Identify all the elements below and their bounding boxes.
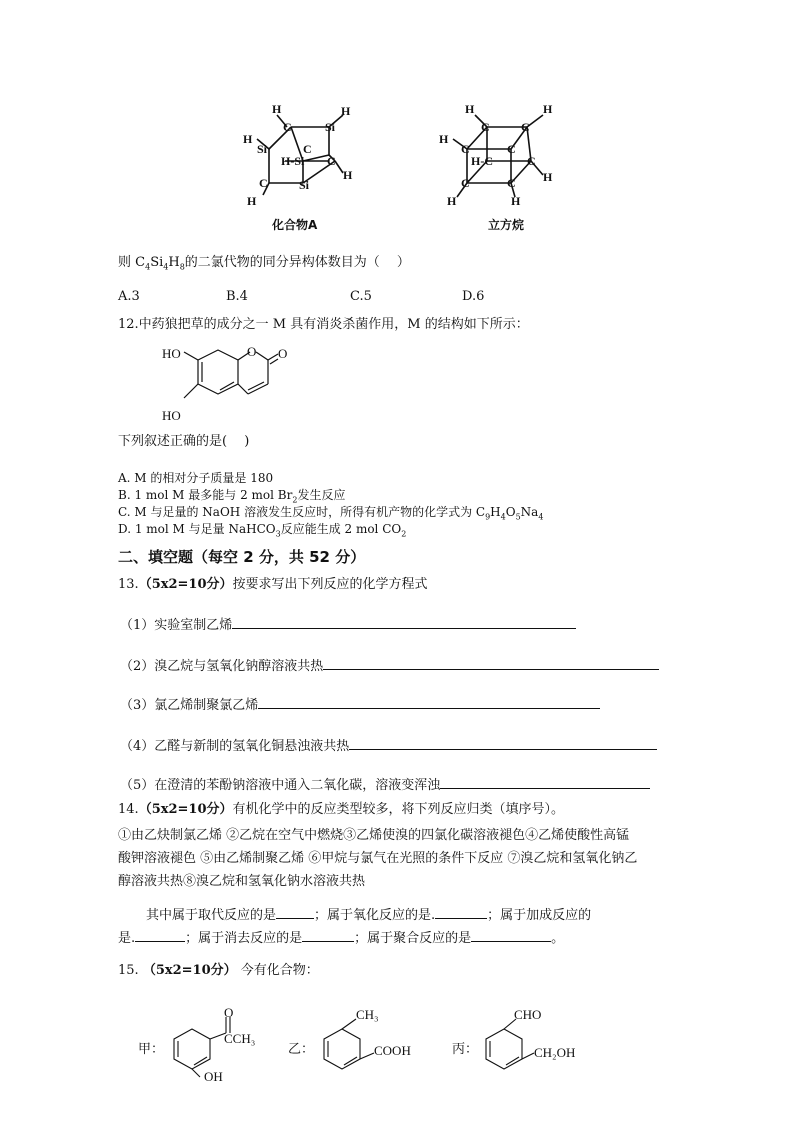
cub-atom-c5: C: [527, 154, 536, 168]
q14-line-1: ①由乙炔制氯乙烯 ②乙烷在空气中燃烧③乙烯使溴的四氯化碳溶液褪色④乙烯使酸性高锰: [118, 828, 630, 843]
q14-blank-elimination[interactable]: [302, 927, 354, 942]
cub-atom-h1: H: [465, 102, 475, 116]
coumarin-oh-top: HO: [162, 346, 181, 361]
a-atom-si2: Si: [257, 142, 268, 156]
q12-stem: 12.中药狼把草的成分之一 M 具有消炎杀菌作用，M 的结构如下所示：: [118, 317, 529, 332]
q13-item-5: （5）在澄清的苯酚钠溶液中通入二氧化碳，溶液变浑浊: [120, 774, 650, 795]
a-atom-si3: Si: [299, 178, 310, 192]
q13-item-3: （3）氯乙烯制聚氯乙烯: [120, 694, 600, 715]
q15-jia-oh: OH: [204, 1069, 223, 1084]
q15-yi-ch3: CH₃: [356, 1007, 379, 1022]
a-atom-c1: C: [283, 120, 292, 134]
cub-atom-h5: H: [447, 194, 457, 208]
q15-stem: 15. （5x2=10分） 今有化合物：: [118, 963, 319, 978]
a-atom-c2: C: [303, 142, 312, 156]
section-2-title: 二、填空题（每空 2 分，共 52 分）: [118, 548, 366, 566]
a-atom-h3: H: [243, 132, 253, 146]
a-atom-si1: Si: [325, 120, 336, 134]
q13-blank-2[interactable]: [323, 655, 659, 670]
q12-option-d: D. 1 mol M 与足量 NaHCO$_3$反应能生成 2 mol $CO_2$: [118, 522, 407, 539]
q11-option-c: C.5: [350, 289, 372, 304]
q15-jia-o: O: [224, 1005, 234, 1020]
cub-atom-c7: C: [507, 176, 516, 190]
cub-atom-h4: H: [543, 170, 553, 184]
q15-jia-label: 甲：: [138, 1041, 165, 1056]
q13-blank-1[interactable]: [232, 614, 576, 629]
q15-yi-ring: [324, 1019, 374, 1069]
a-atom-hsi: H-Si: [281, 154, 305, 168]
cubane-caption: 立方烷: [488, 218, 525, 232]
coumarin-carbonyl-o: O: [278, 346, 288, 361]
cub-atom-h2: H: [543, 102, 553, 116]
q12-option-c: C. M 与足量的 NaOH 溶液发生反应时，所得有机产物的化学式为 $C_9H_4O_5Na_4$: [118, 505, 544, 522]
q11-option-b: B.4: [226, 289, 248, 304]
q15-jia-ring: [174, 1017, 230, 1077]
q14-blank-substitution[interactable]: [276, 904, 314, 919]
cub-atom-c4: C: [507, 142, 516, 156]
q12-option-b: B. 1 mol M 最多能与 2 mol $Br_2$发生反应: [118, 488, 346, 505]
q13-stem: 13.（5x2=10分）按要求写出下列反应的化学方程式: [118, 577, 428, 592]
q15-bing-ch2oh: CH₂OH: [534, 1045, 576, 1060]
q14-stem: 14.（5x2=10分）有机化学中的反应类型较多，将下列反应归类（填序号）。: [118, 802, 565, 817]
coumarin-structure: [150, 340, 300, 432]
q12-question: 下列叙述正确的是( ): [118, 434, 250, 449]
q14-blank-polymerization[interactable]: [471, 927, 551, 942]
q11-stem: 则 $C_4Si_4H_8$的二氯代物的同分异构体数目为（ ）: [118, 255, 410, 272]
cub-atom-c1: C: [481, 120, 490, 134]
a-atom-c3: C: [327, 154, 336, 168]
coumarin-oh-bottom: HO: [162, 408, 181, 423]
q13-blank-3[interactable]: [258, 694, 600, 709]
q13-blank-4[interactable]: [349, 735, 657, 750]
q15-jia-acetyl: CCH₃: [224, 1031, 256, 1046]
q14-line-2: 酸钾溶液褪色 ⑤由乙烯制聚乙烯 ⑥甲烷与氯气在光照的条件下反应 ⑦溴乙烷和氢氧化钠乙: [118, 851, 638, 866]
q15-bing-label: 丙：: [452, 1041, 479, 1056]
q13-item-4: （4）乙醛与新制的氢氧化铜悬浊液共热: [120, 735, 657, 756]
q14-blank-oxidation[interactable]: [435, 904, 487, 919]
q11-option-a: A.3: [118, 289, 140, 304]
cub-atom-c6: C: [461, 176, 470, 190]
a-atom-h1: H: [272, 102, 282, 116]
compound-a-caption: 化合物A: [272, 218, 318, 232]
q15-yi-cooh: COOH: [374, 1043, 411, 1058]
a-atom-h2: H: [341, 104, 351, 118]
cub-atom-c3: C: [461, 142, 470, 156]
q15-structures: [138, 1005, 598, 1087]
q15-bing-ring: [486, 1019, 534, 1069]
cub-atom-h6: H: [511, 194, 521, 208]
q14-blank-addition[interactable]: [135, 927, 185, 942]
q13-item-2: （2）溴乙烷与氢氧化钠醇溶液共热: [120, 655, 659, 676]
a-atom-c4: C: [259, 176, 268, 190]
a-atom-h4: H: [343, 168, 353, 182]
cub-atom-h3: H: [439, 132, 449, 146]
q15-yi-label: 乙：: [288, 1041, 315, 1056]
q14-reactions: [118, 824, 678, 893]
q11-option-d: D.6: [462, 289, 485, 304]
q13-item-1: （1）实验室制乙烯: [120, 614, 576, 635]
q13-blank-5[interactable]: [440, 774, 650, 789]
a-atom-h5: H: [247, 194, 257, 208]
coumarin-ring-o: O: [247, 344, 257, 359]
q15-bing-cho: CHO: [514, 1007, 542, 1022]
q14-answers: 其中属于取代反应的是 ；属于氧化反应的是. ；属于加成反应的 是. ；属于消去反应的是 ；属于聚合反应的是 。: [118, 904, 591, 950]
q12-option-a: A. M 的相对分子质量是 180: [118, 471, 274, 485]
q14-line-3: 醇溶液共热⑧溴乙烷和氢氧化钠水溶液共热: [118, 874, 366, 889]
cub-atom-c2: C: [521, 120, 530, 134]
cub-atom-hc: H-C: [471, 154, 493, 168]
